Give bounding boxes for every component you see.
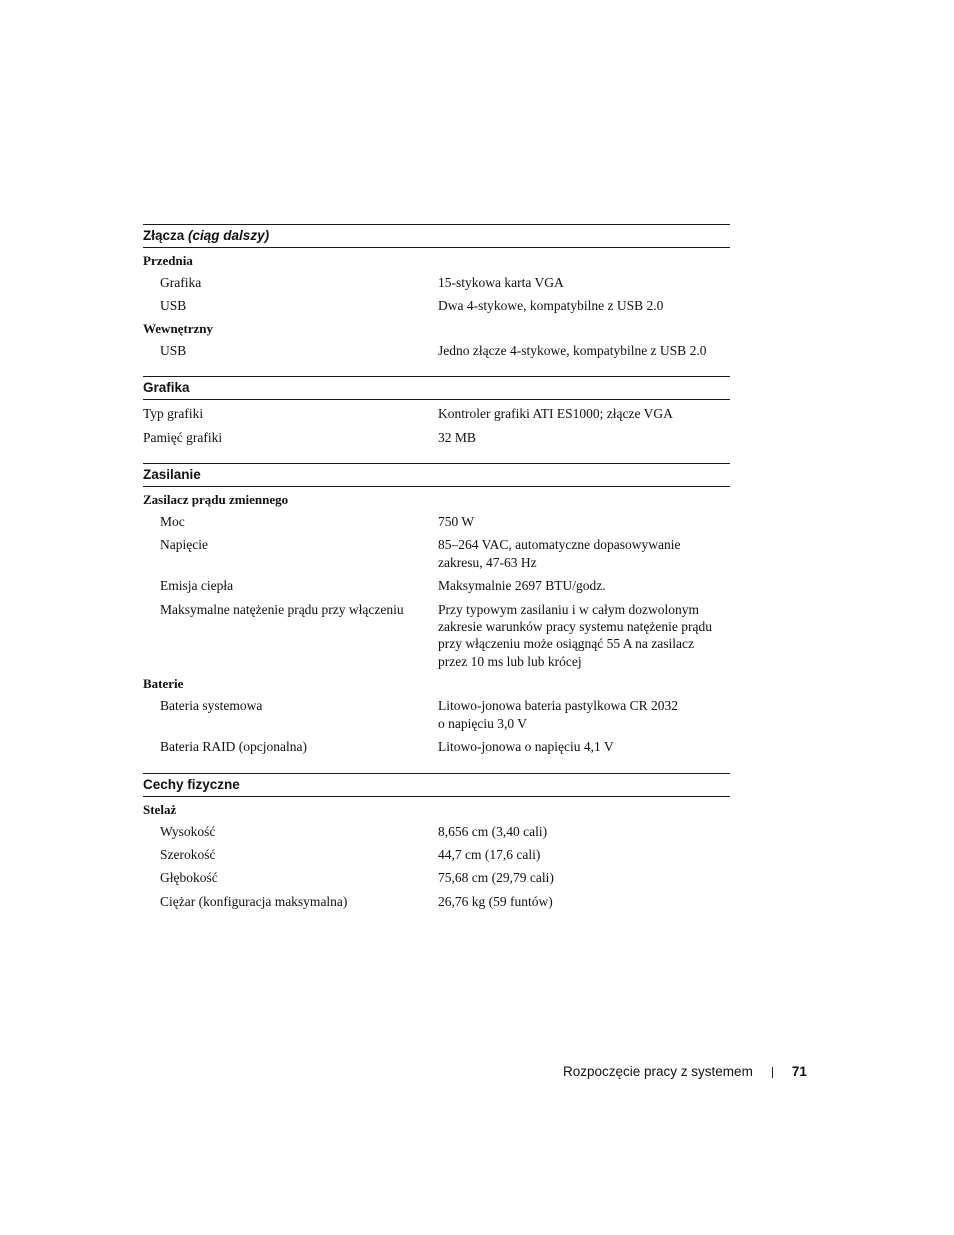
page-number: 71 xyxy=(791,1063,807,1079)
spec-value: Jedno złącze 4-stykowe, kompatybilne z USB 2.0 xyxy=(438,342,707,358)
spec-value: 44,7 cm (17,6 cali) xyxy=(438,846,541,862)
spec-value: Litowo-jonowa o napięciu 4,1 V xyxy=(438,739,614,755)
spec-label: Bateria systemowa xyxy=(160,698,263,714)
spec-label: Maksymalne natężenie prądu przy włączeniu xyxy=(160,601,404,617)
spec-value: 75,68 cm (29,79 cali) xyxy=(438,870,554,886)
spec-label: Szerokość xyxy=(160,846,216,862)
spec-label: Ciężar (konfiguracja maksymalna) xyxy=(160,893,348,909)
spec-label: Emisja ciepła xyxy=(160,578,234,594)
section-title: Grafika xyxy=(143,376,730,400)
spec-label: Grafika xyxy=(160,275,202,290)
section-zasilanie xyxy=(143,463,730,758)
spec-row xyxy=(143,843,730,866)
spec-row xyxy=(143,533,730,574)
group-label-stelaz: Stelaż xyxy=(143,801,177,817)
spec-row xyxy=(143,510,730,533)
spec-row xyxy=(143,890,730,913)
spec-label: Moc xyxy=(160,514,185,530)
section-cechy-fizyczne xyxy=(143,773,730,914)
spec-value: 32 MB xyxy=(438,429,476,445)
spec-value: Przy typowym zasilaniu i w całym dozwolonym zakresie warunków pracy systemu natężenie prądu przy włączeniu może osiągnąć 55 A na zasilacz przez 10 ms lub lub krócej xyxy=(438,601,713,669)
spec-value: Maksymalnie 2697 BTU/godz. xyxy=(438,578,606,594)
section-title-text: Złącza xyxy=(143,228,185,243)
spec-label: Typ grafiki xyxy=(143,406,204,422)
spec-row xyxy=(143,735,730,758)
spec-row xyxy=(143,866,730,889)
spec-row xyxy=(143,820,730,843)
spec-value: 85–264 VAC, automatyczne dopasowywanie zakresu, 47-63 Hz xyxy=(438,537,681,570)
spec-label: USB xyxy=(160,298,187,314)
spec-value: Dwa 4-stykowe, kompatybilne z USB 2.0 xyxy=(438,298,664,314)
spec-label: USB xyxy=(160,342,187,358)
spec-label: Pamięć grafiki xyxy=(143,429,223,445)
spec-value: 15-stykowa karta VGA xyxy=(438,275,564,290)
spec-row xyxy=(143,271,730,294)
section-title: Zasilanie xyxy=(143,463,730,487)
spec-value: Litowo-jonowa bateria pastylkowa CR 2032 o napięciu 3,0 V xyxy=(438,698,678,731)
footer-divider xyxy=(772,1067,773,1078)
spec-row xyxy=(143,339,730,362)
spec-label: Głębokość xyxy=(160,870,218,886)
spec-label: Wysokość xyxy=(160,823,216,839)
group-label-wewnetrzny: Wewnętrzny xyxy=(143,320,214,336)
group-label-przednia: Przednia xyxy=(143,253,193,268)
spec-value: 8,656 cm (3,40 cali) xyxy=(438,823,548,839)
specification-table xyxy=(143,224,730,913)
spec-label: Bateria RAID (opcjonalna) xyxy=(160,739,307,755)
group-label-zasilacz: Zasilacz prądu zmiennego xyxy=(143,492,289,508)
section-title: Cechy fizyczne xyxy=(143,773,730,797)
page-footer xyxy=(563,1061,823,1081)
spec-row xyxy=(143,402,730,425)
spec-value: Kontroler grafiki ATI ES1000; złącze VGA xyxy=(438,406,673,422)
section-zlacza xyxy=(143,224,730,362)
section-grafika xyxy=(143,376,730,449)
section-title-suffix: (ciąg dalszy) xyxy=(188,228,270,243)
spec-row xyxy=(143,574,730,597)
spec-row xyxy=(143,598,730,674)
section-title xyxy=(143,224,730,248)
spec-row xyxy=(143,426,730,449)
spec-value: 26,76 kg (59 funtów) xyxy=(438,893,553,909)
spec-value: 750 W xyxy=(438,514,475,530)
footer-chapter-title: Rozpoczęcie pracy z systemem xyxy=(563,1063,753,1079)
spec-row xyxy=(143,694,730,735)
spec-label: Napięcie xyxy=(160,537,208,553)
spec-row xyxy=(143,294,730,317)
group-label-baterie: Baterie xyxy=(143,676,184,692)
